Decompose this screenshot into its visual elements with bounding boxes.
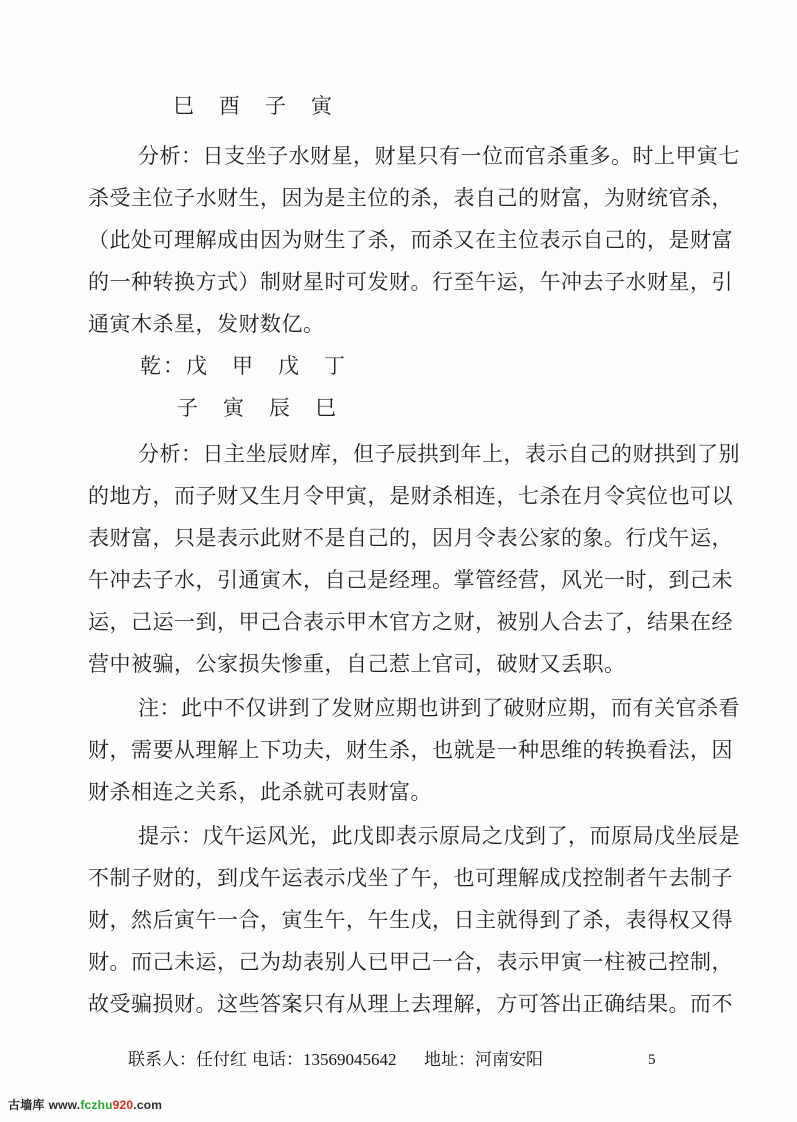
text-line: 财，然后寅午一合，寅生午，午生戊，日主就得到了杀，表得权又得 bbox=[88, 908, 733, 932]
site-watermark bbox=[8, 1096, 162, 1113]
pillar-stems-row: 乾：戊 甲 戊 丁 bbox=[140, 354, 347, 378]
watermark-url-number: 920 bbox=[112, 1098, 134, 1112]
text-line: 提示：戊午运风光，此戊即表示原局之戊到了，而原局戊坐辰是 bbox=[138, 824, 740, 848]
text-line: 通寅木杀星，发财数亿。 bbox=[88, 312, 325, 336]
watermark-site-name: 古墙库 bbox=[8, 1098, 45, 1112]
text-line: 午冲去子水，引通寅木，自己是经理。掌管经营，风光一时，到己未 bbox=[88, 568, 733, 592]
contact-person: 联系人：任付红 bbox=[128, 1050, 247, 1069]
text-line: 分析：日支坐子水财星，财星只有一位而官杀重多。时上甲寅七 bbox=[138, 144, 740, 168]
watermark-url-tld: .com bbox=[133, 1098, 163, 1112]
text-line: 财杀相连之关系，此杀就可表财富。 bbox=[88, 780, 432, 804]
text-line: 注：此中不仅讲到了发财应期也讲到了破财应期，而有关官杀看 bbox=[138, 696, 740, 720]
text-line: 运，己运一到，甲己合表示甲木官方之财，被别人合去了，结果在经 bbox=[88, 610, 733, 634]
page-number: 5 bbox=[648, 1052, 656, 1068]
text-line: 故受骗损财。这些答案只有从理上去理解，方可答出正确结果。而不 bbox=[88, 992, 733, 1016]
watermark-url-name: fczhu bbox=[80, 1098, 113, 1112]
text-line: （此处可理解成由因为财生了杀，而杀又在主位表示自己的，是财富 bbox=[88, 228, 733, 252]
page-footer bbox=[0, 1046, 797, 1074]
text-line: 分析：日主坐辰财库，但子辰拱到年上，表示自己的财拱到了别 bbox=[138, 442, 740, 466]
text-line: 营中被骗，公家损失惨重，自己惹上官司，破财又丢职。 bbox=[88, 652, 626, 676]
text-line: 财，需要从理解上下功夫，财生杀，也就是一种思维的转换看法，因 bbox=[88, 738, 733, 762]
text-line: 财。而己未运，己为劫表别人已甲己一合，表示甲寅一柱被己控制， bbox=[88, 950, 733, 974]
pillar-branches-row-top: 巳 酉 子 寅 bbox=[173, 94, 334, 118]
text-line: 的一种转换方式）制财星时可发财。行至午运，午冲去子水财星，引 bbox=[88, 270, 733, 294]
text-line: 不制子财的，到戊午运表示戊坐了午，也可理解成戊控制者午去制子 bbox=[88, 866, 733, 890]
address: 地址：河南安阳 bbox=[424, 1050, 543, 1069]
phone-number: 电话：13569045642 bbox=[252, 1050, 397, 1069]
text-line: 的地方，而子财又生月令甲寅，是财杀相连，七杀在月令宾位也可以 bbox=[88, 484, 733, 508]
text-line: 杀受主位子水财生，因为是主位的杀，表自己的财富，为财统官杀， bbox=[88, 186, 733, 210]
watermark-url-www: www. bbox=[48, 1098, 81, 1112]
pillar-branches-row: 子 寅 辰 巳 bbox=[177, 396, 338, 420]
text-line: 表财富，只是表示此财不是自己的，因月令表公家的象。行戊午运， bbox=[88, 526, 733, 550]
